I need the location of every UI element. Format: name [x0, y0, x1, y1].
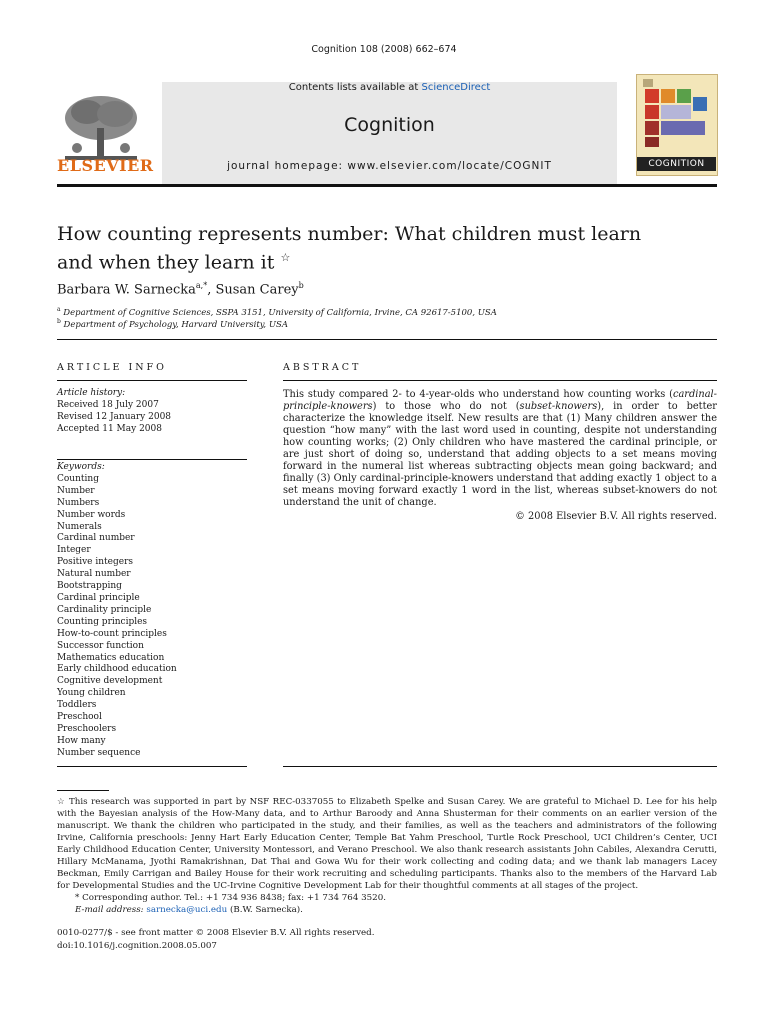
contents-prefix: Contents lists available at	[288, 82, 422, 93]
abstract-rule	[283, 380, 717, 381]
article-info-bottom-rule	[57, 766, 247, 767]
keywords-block	[57, 462, 247, 760]
keyword: Counting	[57, 473, 99, 484]
abstract-term-subset-knowers: subset-knowers	[519, 400, 598, 412]
keyword: Toddlers	[57, 700, 97, 711]
corresponding-author-note: * Corresponding author. Tel.: +1 734 936 8438; fax: +1 734 764 3520.	[75, 893, 386, 903]
cover-label: COGNITION	[637, 157, 716, 171]
abstract-body	[283, 389, 717, 522]
title-line-2	[57, 246, 677, 274]
affiliation-a-text: Department of Cognitive Sciences, SSPA 3151, University of California, Irvine, CA 92617-5100, USA	[63, 307, 497, 318]
keyword: Number	[57, 485, 95, 496]
funding-footnote: ☆ This research was supported in part by NSF REC-0337055 to Elizabeth Spelke and Susan Carey. We are grateful to Michael D. Lee for his help with the Bayesian analysis of the How-Many data, and to Arthur Baroody and Anna Shusterman for their comments on an earlier version of the manuscript. We thank the children who participated in the study, and their families, as well as the teachers and administrators of the following Irvine, California preschools: Jenny Hart Early Education Center, Temple Bat Yahm Preschool, Turtle Rock Preschool, UCI Children’s Center, UCI Early Childhood Education Center, University Montessori, and Verano Preschool. We also thank research assistants John Cabiles, Alexandra Cerutti, Hillary McManama, Jyothi Ramakrishnan, Dat Thai and Gowa Wu for their work collecting and coding data; and we thank lab managers Lacey Beckman, Emily Carrigan and Bailey House for their work recruiting and scheduling participants. Thanks also to the members of the Harvard Lab for Developmental Studies and the UC-Irvine Cognitive Development Lab for their thoughtful comments at all stages of the project.	[57, 797, 717, 891]
keyword: Number sequence	[57, 747, 141, 758]
affiliation-a	[57, 306, 497, 318]
email-suffix: (B.W. Sarnecka).	[227, 905, 303, 915]
email-link[interactable]: sarnecka@uci.edu	[146, 905, 228, 915]
keyword: Preschool	[57, 712, 102, 723]
keyword: Positive integers	[57, 557, 133, 568]
article-info-heading: ARTICLE INFO	[57, 362, 167, 373]
keyword: Successor function	[57, 640, 144, 651]
cover-graphic	[637, 75, 717, 157]
abstract-text-part: ), in order to better characterize the knowledge itself. New results are that (1) Many children answer the question “how many” with the last word used in counting, despite not understanding how counting works; (2) Only children who have mastered the cardinal principle, or are just short of doing so, understand that adding objects to a set means moving forward in the numeral list whereas subtracting objects mean going backward; and finally (3) Only cardinal-principle-knowers understand that adding exactly 1 object to a set means moving forward exactly 1 word in the list, whereas subset-knowers do not understand the unit of change.	[283, 400, 717, 508]
title-line-2-text: and when they learn it	[57, 251, 275, 274]
author-sarnecka: Barbara W. Sarnecka	[57, 282, 196, 298]
history-received: Received 18 July 2007	[57, 399, 159, 410]
keyword: Cardinal principle	[57, 592, 140, 603]
article-history	[57, 388, 247, 436]
abstract-term-cp-knowers: cardinal-principle-knowers	[283, 389, 717, 412]
keyword: Mathematics education	[57, 652, 165, 663]
keyword: Cardinality principle	[57, 604, 152, 615]
author-carey-sup: b	[298, 281, 304, 290]
article-info-rule	[57, 380, 247, 381]
email-note	[57, 904, 717, 916]
title-line-1: How counting represents number: What children must learn	[57, 223, 642, 245]
author-line	[57, 281, 304, 297]
footnote-rule	[57, 790, 109, 791]
history-revised: Revised 12 January 2008	[57, 411, 172, 422]
front-matter-line: 0010-0277/$ - see front matter © 2008 Elsevier B.V. All rights reserved.	[57, 928, 375, 938]
footnotes	[57, 796, 717, 916]
keywords-label: Keywords:	[57, 462, 105, 472]
keyword: Bootstrapping	[57, 581, 122, 592]
keyword: Natural number	[57, 569, 131, 580]
keyword: Numerals	[57, 521, 102, 532]
journal-name: Cognition	[344, 114, 435, 136]
contents-line	[162, 82, 617, 93]
keyword: Integer	[57, 545, 91, 556]
keyword: How-to-count principles	[57, 628, 167, 639]
abstract-text	[283, 389, 717, 509]
affiliation-b	[57, 318, 288, 330]
abstract-bottom-rule	[283, 766, 717, 767]
abstract-copyright: © 2008 Elsevier B.V. All rights reserved.	[515, 510, 717, 522]
journal-reference: Cognition 108 (2008) 662–674	[311, 44, 457, 55]
sciencedirect-link[interactable]: ScienceDirect	[421, 82, 491, 93]
keyword: Numbers	[57, 497, 100, 508]
history-label: Article history:	[57, 388, 126, 398]
abstract-text-part: This study compared 2- to 4-year-olds who understand how counting works (	[283, 389, 673, 400]
header-rule	[57, 184, 717, 187]
keyword: Young children	[57, 688, 126, 699]
keyword: Cardinal number	[57, 533, 135, 544]
abstract-heading: ABSTRACT	[283, 362, 362, 373]
author-sarnecka-sup: a,*	[195, 281, 208, 290]
keyword: Number words	[57, 509, 126, 520]
keyword: Counting principles	[57, 616, 148, 627]
keywords-rule	[57, 459, 247, 460]
section-rule-top	[57, 339, 717, 340]
journal-homepage[interactable]: journal homepage: www.elsevier.com/locate/COGNIT	[227, 160, 552, 172]
history-accepted: Accepted 11 May 2008	[57, 423, 162, 434]
abstract-text-part: ) to those who do not (	[372, 400, 520, 412]
elsevier-wordmark: ELSEVIER	[57, 156, 154, 175]
doi-line[interactable]: doi:10.1016/j.cognition.2008.05.007	[57, 941, 217, 951]
affiliation-b-text: Department of Psychology, Harvard University, USA	[63, 319, 288, 330]
keyword: Preschoolers	[57, 723, 117, 734]
article-title	[57, 222, 677, 274]
keyword: Cognitive development	[57, 676, 163, 687]
keyword: Early childhood education	[57, 664, 177, 675]
author-separator: ,	[207, 282, 216, 298]
author-carey: Susan Carey	[215, 282, 299, 298]
affiliation-a-sup: a	[57, 306, 61, 313]
title-footnote-star[interactable]: ☆	[280, 251, 291, 264]
keyword: How many	[57, 735, 106, 746]
affiliation-b-sup: b	[57, 318, 61, 325]
email-label: E-mail address:	[75, 905, 147, 915]
